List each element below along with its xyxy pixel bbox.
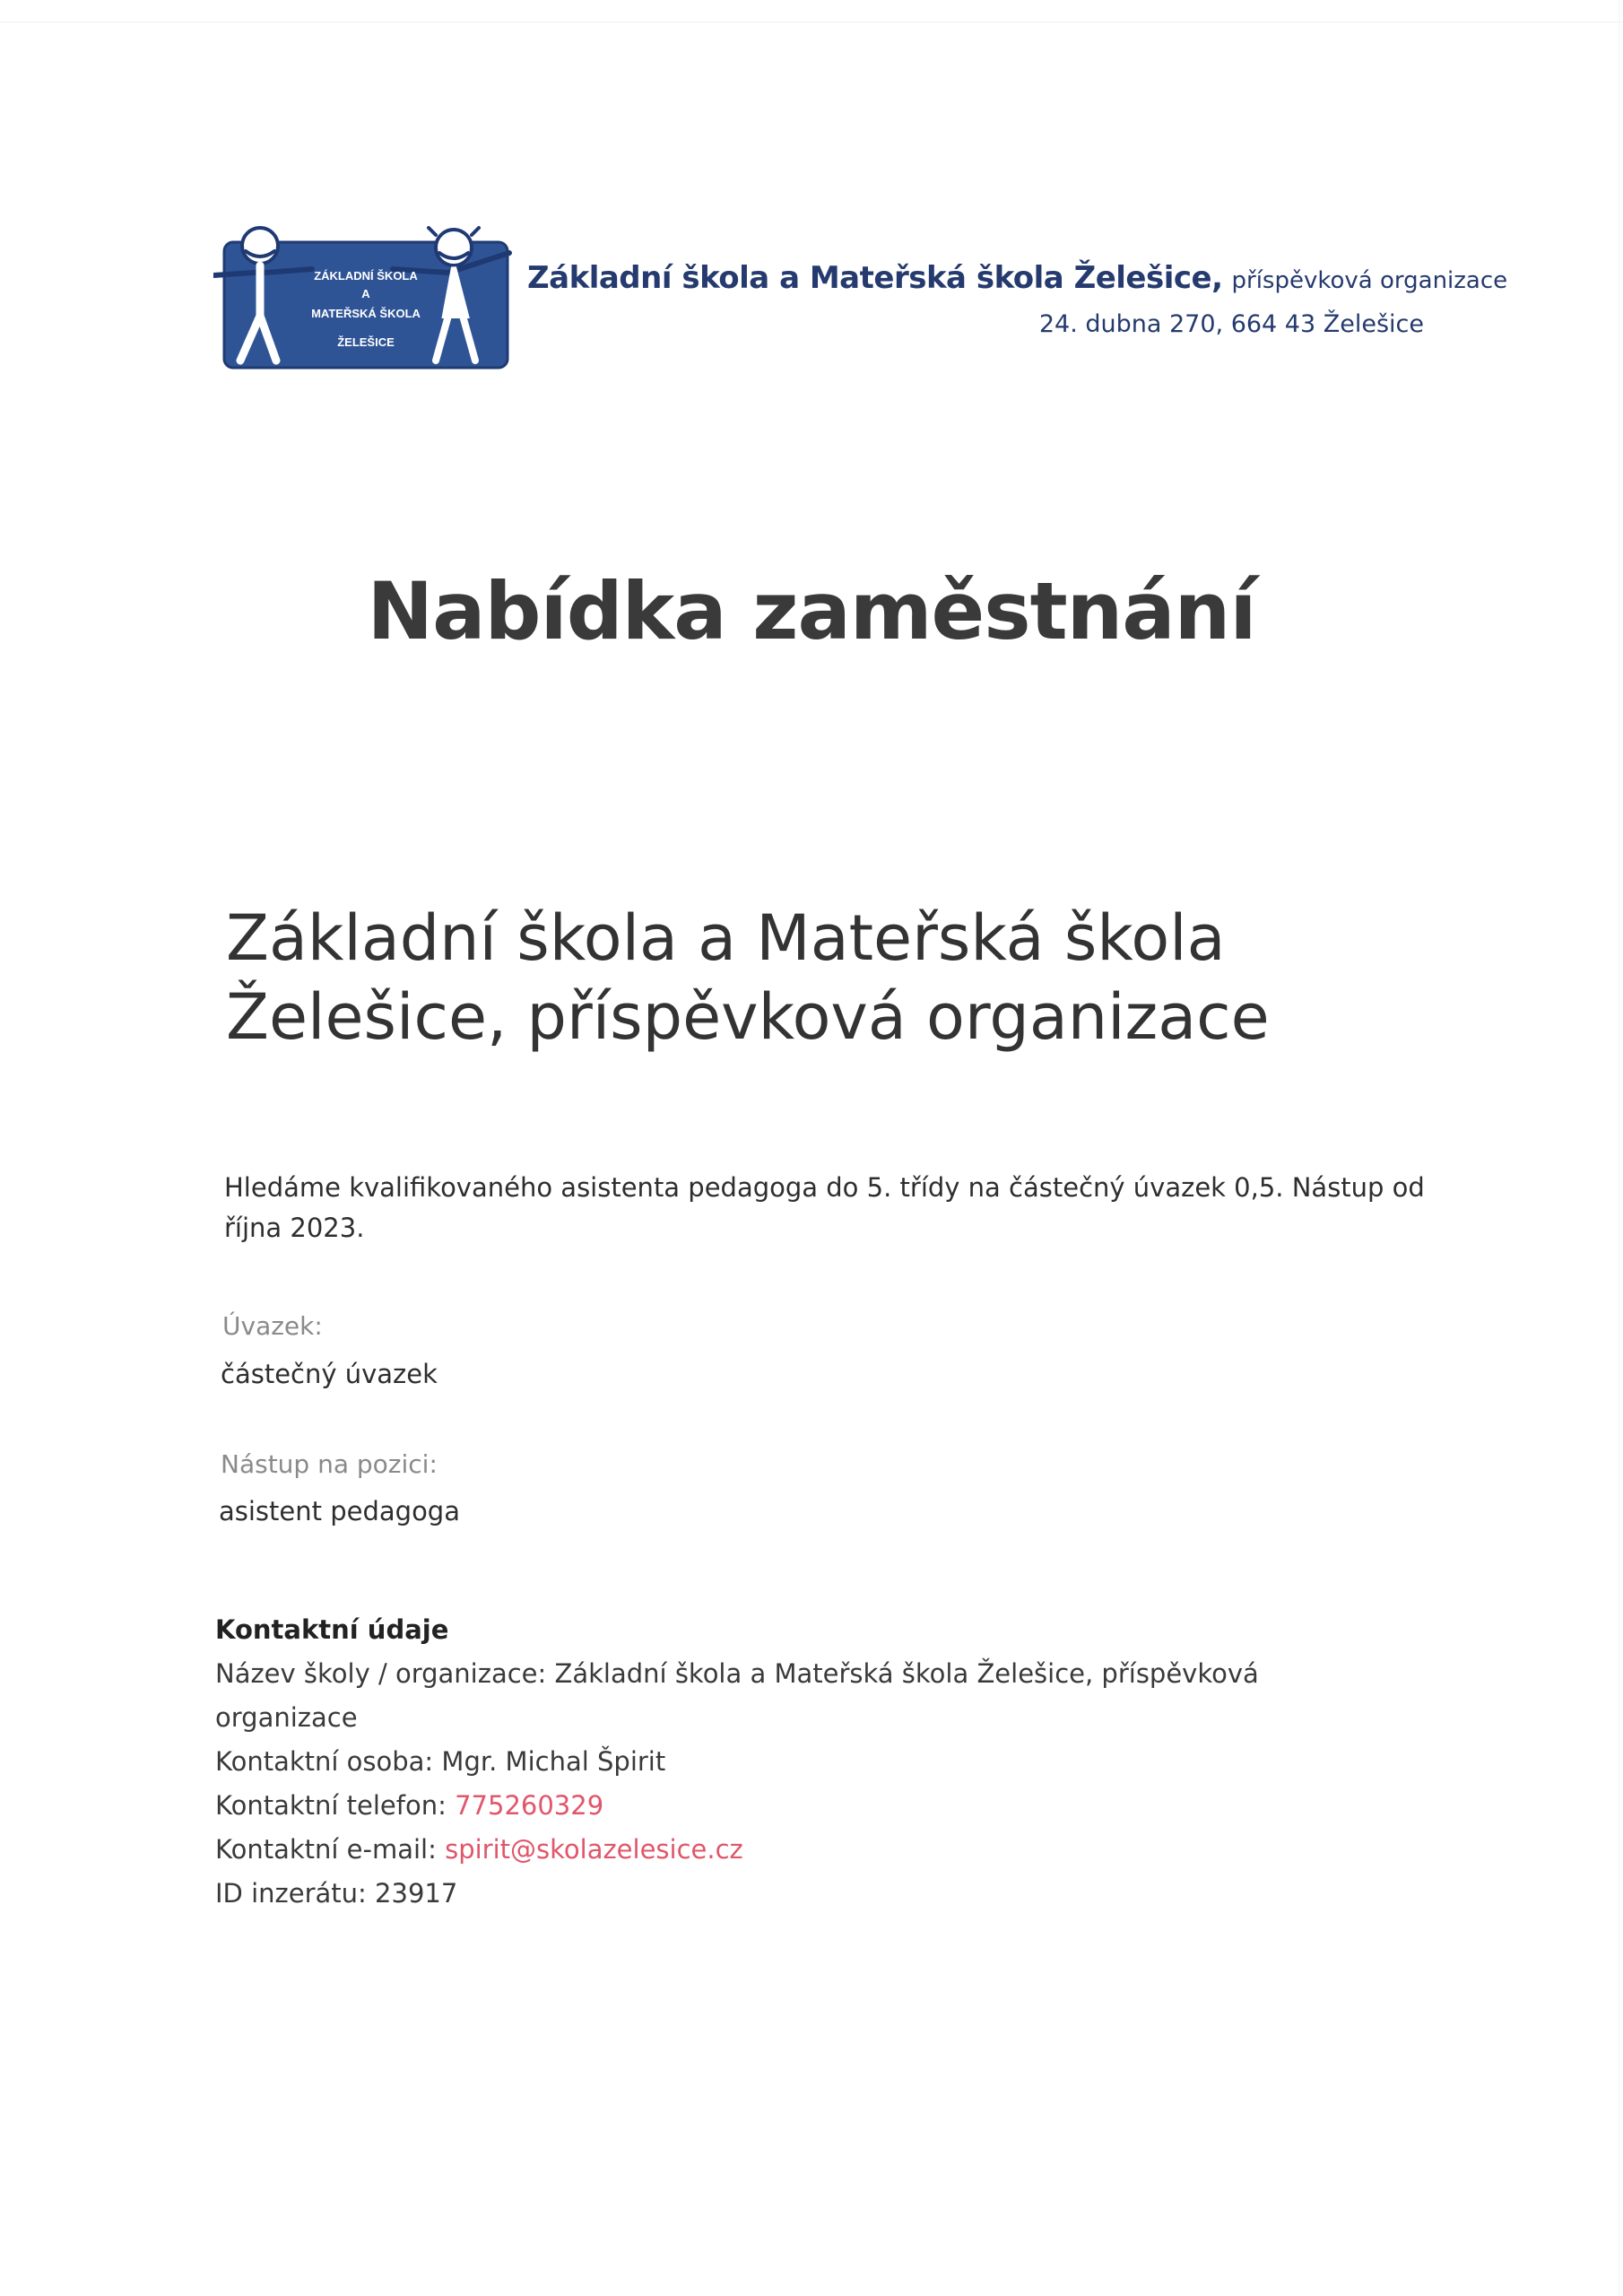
field-label-uvazek: Úvazek:	[222, 1311, 323, 1341]
advert-intro: Hledáme kvalifikovaného asistenta pedagoga do 5. třídy na částečný úvazek 0,5. Nástup od října 2023.	[224, 1172, 1425, 1243]
logo-line-2: A	[361, 287, 370, 300]
contact-phone-label: Kontaktní telefon:	[215, 1790, 447, 1821]
contact-school-value: Základní škola a Mateřská škola Želešice, příspěvková organizace	[215, 1658, 1259, 1733]
school-logo	[213, 226, 518, 374]
field-value-uvazek: částečný úvazek	[221, 1359, 438, 1389]
contact-email-label: Kontaktní e-mail:	[215, 1834, 437, 1865]
contact-person-value: Mgr. Michal Špirit	[441, 1746, 666, 1777]
contact-heading: Kontaktní údaje	[215, 1614, 449, 1645]
contact-ad-id	[215, 1872, 1381, 1916]
advert-title: Základní škola a Mateřská škola Želešice, příspěvková organizace	[226, 901, 1270, 1054]
page-title: Nabídka zaměstnání	[367, 565, 1256, 657]
letterhead-org-name: Základní škola a Mateřská škola Želešice,	[527, 260, 1223, 296]
contact-school	[215, 1652, 1327, 1740]
contact-block	[215, 1608, 1381, 1916]
letterhead-address: 24. dubna 270, 664 43 Želešice	[1038, 310, 1424, 338]
contact-email	[215, 1828, 1381, 1872]
logo-line-1: ZÁKLADNÍ ŠKOLA	[314, 269, 418, 283]
logo-line-3: MATEŘSKÁ ŠKOLA	[311, 307, 421, 320]
contact-person	[215, 1740, 1381, 1784]
contact-phone	[215, 1784, 1381, 1828]
field-value-nastup: asistent pedagoga	[219, 1496, 460, 1526]
page-top-edge	[0, 0, 1623, 22]
contact-email-link[interactable]: spirit@skolazelesice.cz	[445, 1834, 743, 1865]
contact-person-label: Kontaktní osoba:	[215, 1746, 434, 1777]
contact-ad-id-value: 23917	[375, 1878, 458, 1909]
contact-ad-id-label: ID inzerátu:	[215, 1878, 367, 1909]
page-right-edge	[1619, 0, 1623, 2296]
letterhead-org	[527, 260, 1508, 296]
contact-school-label: Název školy / organizace:	[215, 1658, 547, 1689]
contact-phone-link[interactable]: 775260329	[455, 1790, 604, 1821]
letterhead-org-suffix: příspěvková organizace	[1231, 267, 1508, 294]
field-label-nastup: Nástup na pozici:	[221, 1449, 438, 1479]
logo-line-4: ŽELEŠICE	[337, 335, 395, 349]
